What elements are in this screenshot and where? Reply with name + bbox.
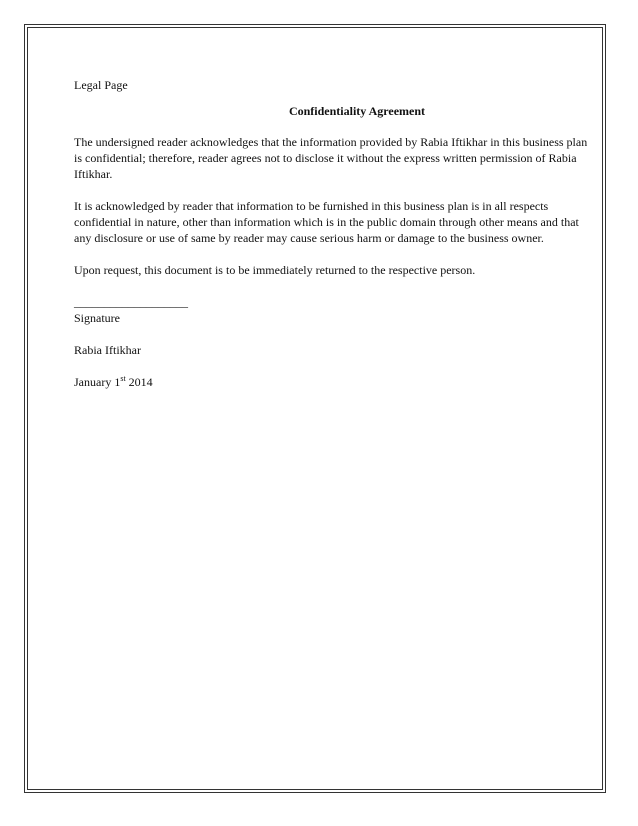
document-body: [74, 77, 594, 390]
paragraph-2: It is acknowledged by reader that information to be furnished in this business plan is in all respects confidential in nature, other than information which is in the public domain through other means and that any disclosure or use of same by reader may cause serious harm or damage to the business owner.: [74, 199, 579, 245]
document-title: Confidentiality Agreement: [288, 104, 426, 118]
document-date: [74, 374, 594, 390]
date-ordinal-suffix: st: [120, 374, 126, 383]
paragraph-1: The undersigned reader acknowledges that the information provided by Rabia Iftikhar in this business plan is confidential; therefore, reader agrees not to disclose it without the express written permission of Rabia Iftikhar.: [74, 135, 588, 181]
signature-label: Signature: [74, 311, 120, 325]
page-header: Legal Page: [74, 78, 128, 92]
signature-line: ___________________: [74, 295, 188, 309]
date-month-day: January 1: [74, 375, 121, 389]
paragraph-3: Upon request, this document is to be immediately returned to the respective person.: [74, 263, 476, 277]
signer-name: Rabia Iftikhar: [74, 343, 141, 357]
date-year: 2014: [125, 375, 153, 389]
